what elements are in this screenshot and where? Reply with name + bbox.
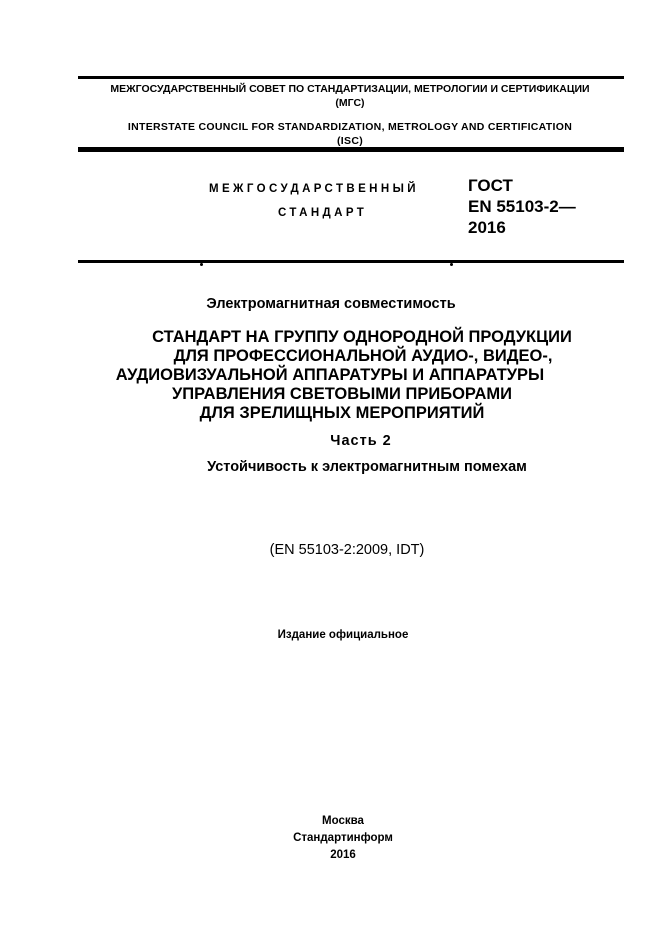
title-line: АУДИОВИЗУАЛЬНОЙ АППАРАТУРЫ И АППАРАТУРЫ bbox=[115, 366, 545, 384]
part-number: Часть 2 bbox=[330, 433, 392, 449]
title-line: УПРАВЛЕНИЯ СВЕТОВЫМИ ПРИБОРАМИ bbox=[172, 385, 512, 403]
council-en-abbr: (ISC) bbox=[337, 135, 363, 147]
imprint bbox=[12, 813, 662, 864]
imprint-publisher: Стандартинформ bbox=[293, 832, 393, 844]
council-en-line1: INTERSTATE COUNCIL FOR STANDARDIZATION, METROLOGY AND CERTIFICATION bbox=[127, 121, 573, 133]
imprint-year: 2016 bbox=[330, 849, 356, 861]
gost-line2: EN 55103-2— bbox=[468, 197, 576, 216]
council-name-ru bbox=[70, 82, 630, 110]
gost-line1: ГОСТ bbox=[468, 176, 513, 195]
gost-line3: 2016 bbox=[468, 218, 506, 237]
title-line: ДЛЯ ЗРЕЛИЩНЫХ МЕРОПРИЯТИЙ bbox=[199, 404, 485, 422]
top-rule bbox=[78, 76, 624, 79]
council-ru-abbr: (МГС) bbox=[335, 97, 365, 109]
council-name-en bbox=[70, 120, 630, 148]
council-ru-line1: МЕЖГОСУДАРСТВЕННЫЙ СОВЕТ ПО СТАНДАРТИЗАЦИИ, МЕТРОЛОГИИ И СЕРТИФИКАЦИИ bbox=[110, 83, 590, 95]
part-name: Устойчивость к электромагнитным помехам bbox=[207, 459, 527, 475]
title-line: ДЛЯ ПРОФЕССИОНАЛЬНОЙ АУДИО-, ВИДЕО-, bbox=[173, 347, 553, 365]
standard-label-line2: СТАНДАРТ bbox=[278, 207, 368, 219]
rule-mark-left bbox=[200, 263, 203, 266]
imprint-city: Москва bbox=[322, 815, 364, 827]
gost-designation bbox=[468, 175, 576, 238]
document-subtitle: Электромагнитная совместимость bbox=[206, 296, 456, 312]
title-top-rule bbox=[78, 260, 624, 263]
standard-label-line1: МЕЖГОСУДАРСТВЕННЫЙ bbox=[209, 183, 419, 195]
title-line: СТАНДАРТ НА ГРУППУ ОДНОРОДНОЙ ПРОДУКЦИИ bbox=[152, 328, 572, 346]
rule-mark-right bbox=[450, 263, 453, 266]
reference-standard: (EN 55103-2:2009, IDT) bbox=[269, 542, 425, 558]
document-title bbox=[60, 328, 620, 423]
edition-note: Издание официальное bbox=[277, 629, 409, 641]
header-bottom-rule bbox=[78, 147, 624, 152]
